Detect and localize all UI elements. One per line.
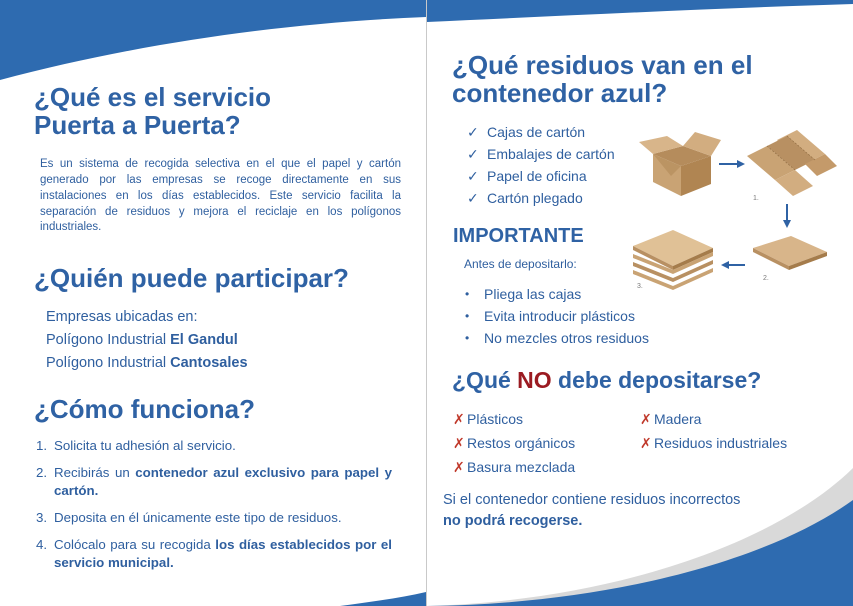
tip-item [465, 283, 649, 305]
stacked-cardboard-icon [633, 230, 713, 290]
step-text [54, 437, 392, 455]
step-number: 4. [36, 536, 48, 552]
rejected-item [453, 407, 575, 431]
tip-item [465, 327, 649, 349]
rejected-item [453, 431, 575, 455]
warning-note [443, 490, 743, 531]
accepted-item-label: Cajas de cartón [487, 124, 586, 140]
step-text-bold: los días establecidos por el servicio municipal. [54, 536, 392, 570]
rejected-item-label: Madera [654, 411, 702, 427]
rejected-item-label: Plásticos [467, 411, 524, 427]
step-text [54, 464, 392, 500]
what-is-service-body: Es un sistema de recogida selectiva en el que el papel y cartón generado por las empresas se recoge directamente en sus instalaciones en los días establecidos. Este servicio facilita la separación de residuos y mejora el reciclaje en los polígonos industriales. [40, 158, 401, 234]
tip-label: Pliega las cajas [484, 286, 582, 302]
folded-sheet-icon [753, 236, 827, 270]
tip-item [465, 305, 649, 327]
who-item-prefix: Polígono Industrial [46, 332, 171, 349]
what-title-line-1: ¿Qué es el servicio [34, 82, 272, 112]
diagram-step-2-label: 2. [763, 275, 769, 282]
tips-list [465, 283, 649, 349]
how-step [36, 437, 392, 455]
how-steps-list [36, 437, 392, 581]
step-text-bold: contenedor azul exclusivo para papel y cartón. [54, 464, 392, 498]
cross-icon: ✗ [453, 459, 465, 475]
who-item-name: Cantosales [170, 355, 248, 372]
step-text-plain: Deposita en él únicamente este tipo de residuos. [54, 509, 342, 525]
bullet-icon: • [465, 309, 470, 323]
not-title-no: NO [517, 367, 552, 393]
check-icon: ✓ [467, 190, 479, 206]
step-text-plain: Colócalo para su recogida [54, 536, 216, 552]
not-title-pre: ¿Qué [452, 367, 518, 393]
who-intro: Empresas ubicadas en: [46, 309, 198, 325]
accepted-item [467, 165, 615, 187]
accepted-item [467, 121, 615, 143]
warning-bold: no podrá recogerse. [443, 512, 583, 529]
folding-diagram [627, 120, 853, 300]
check-icon: ✓ [467, 124, 479, 140]
diagram-step-1-label: 1. [753, 195, 759, 202]
cross-icon: ✗ [640, 411, 652, 427]
check-icon: ✓ [467, 146, 479, 162]
step-text [54, 536, 392, 572]
which-title-line-1: ¿Qué residuos van en el [452, 50, 753, 80]
step-text [54, 509, 392, 527]
how-step [36, 536, 392, 572]
cross-icon: ✗ [640, 435, 652, 451]
rejected-item-label: Restos orgánicos [467, 435, 576, 451]
rejected-waste-list-col-2 [640, 407, 787, 455]
arrow-left-icon [721, 261, 745, 269]
warning-text: Si el contenedor contiene residuos incorrectos [443, 492, 741, 508]
rejected-item-label: Basura mezclada [467, 459, 576, 475]
step-number: 2. [36, 464, 48, 480]
flattened-box-icon [747, 130, 837, 196]
step-number: 3. [36, 509, 48, 525]
how-it-works-title: ¿Cómo funciona? [34, 394, 255, 424]
how-step [36, 509, 392, 527]
arrow-right-icon [719, 160, 745, 168]
important-heading: IMPORTANTE [453, 225, 584, 247]
accepted-item-label: Embalajes de cartón [487, 146, 615, 162]
accepted-item [467, 143, 615, 165]
how-step [36, 464, 392, 500]
arrow-down-icon [783, 204, 791, 228]
rejected-item [640, 407, 787, 431]
step-number: 1. [36, 438, 48, 453]
accepted-item-label: Papel de oficina [487, 168, 587, 184]
before-depositing-label: Antes de depositarlo: [464, 257, 577, 271]
what-not-to-deposit-title [452, 368, 832, 392]
what-title-line-2: Puerta a Puerta? [34, 109, 241, 140]
who-list [46, 306, 248, 376]
right-page [427, 0, 853, 606]
who-item-prefix: Polígono Industrial [46, 355, 171, 372]
who-can-participate-title: ¿Quién puede participar? [34, 263, 349, 293]
diagram-step-3-label: 3. [637, 283, 643, 290]
rejected-waste-list-col-1 [453, 407, 575, 479]
open-box-icon [639, 132, 721, 196]
who-item [46, 329, 248, 352]
which-title-line-2: contenedor azul? [452, 77, 668, 108]
which-waste-title [452, 52, 812, 107]
not-title-post: debe depositarse? [551, 367, 762, 393]
cross-icon: ✗ [453, 435, 465, 451]
rejected-item-label: Residuos industriales [654, 435, 788, 451]
who-item-name: El Gandul [170, 332, 238, 349]
page-fold-divider [426, 0, 427, 606]
step-text-plain: Solicita tu adhesión al servicio. [54, 438, 236, 453]
bullet-icon: • [465, 331, 470, 345]
what-is-service-title [34, 84, 394, 139]
tip-label: No mezcles otros residuos [484, 330, 649, 346]
cross-icon: ✗ [453, 411, 465, 427]
check-icon: ✓ [467, 168, 479, 184]
accepted-item [467, 187, 615, 209]
accepted-item-label: Cartón plegado [487, 190, 583, 206]
rejected-item [640, 431, 787, 455]
accepted-waste-list [467, 121, 615, 209]
rejected-item [453, 455, 575, 479]
who-item [46, 352, 248, 375]
bullet-icon: • [465, 287, 470, 301]
tip-label: Evita introducir plásticos [484, 308, 635, 324]
step-text-plain: Recibirás un [54, 464, 136, 480]
left-page [0, 0, 426, 606]
